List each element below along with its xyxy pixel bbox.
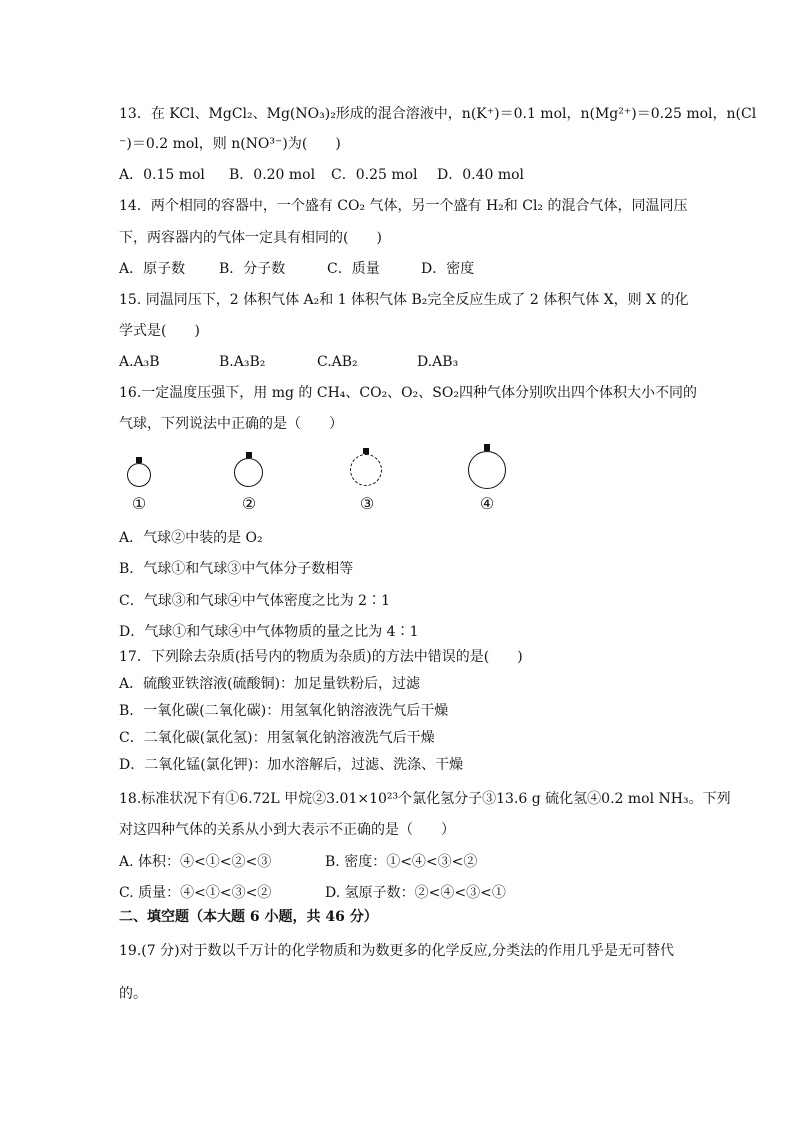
- q13-option-b: B．0.20 mol: [229, 167, 316, 183]
- q14-option-a: A．原子数: [119, 261, 186, 277]
- q13-options: [119, 165, 524, 185]
- q14-options: [119, 259, 474, 279]
- q15-option-b: B.A₃B₂: [219, 354, 266, 370]
- q14-option-c: C．质量: [327, 261, 380, 277]
- q18-option-c: C. 质量：④<①<③<②: [119, 885, 272, 901]
- balloon-3-label: ③: [359, 494, 375, 513]
- q13-option-d: D．0.40 mol: [437, 167, 525, 183]
- q13-option-a: A．0.15 mol: [119, 167, 205, 183]
- q14-option-d: D．密度: [421, 261, 475, 277]
- q19-line1: 19.(7 分)对于数以千万计的化学物质和为数更多的化学反应,分类法的作用几乎是无可替代: [119, 943, 674, 959]
- q19-line2: 的。: [119, 986, 147, 1002]
- q15-option-a: A.A₃B: [119, 354, 160, 370]
- q13-option-c: C．0.25 mol: [331, 167, 418, 183]
- q17-option-c: C．二氧化碳(氯化氢)：用氢氧化钠溶液洗气后干燥: [119, 730, 435, 746]
- q18-option-d: D. 氢原子数：②<④<③<①: [325, 885, 506, 901]
- q16-option-a: A．气球②中装的是 O₂: [119, 530, 263, 546]
- q13-line2: ⁻)＝0.2 mol，则 n(NO³⁻)为( ): [119, 136, 341, 152]
- q18-option-a: A. 体积：④<①<②<③: [119, 854, 272, 870]
- q14-line1: 14．两个相同的容器中，一个盛有 CO₂ 气体，另一个盛有 H₂和 Cl₂ 的混合气体，同温同压: [119, 198, 688, 214]
- q16-option-c: C．气球③和气球④中气体密度之比为 2∶1: [119, 593, 390, 609]
- q14-option-b: B．分子数: [219, 261, 286, 277]
- q18-line2: 对这四种气体的关系从小到大表示不正确的是（ ）: [119, 822, 455, 838]
- q18-option-b: B. 密度：①<④<③<②: [325, 854, 478, 870]
- section-2-title: 二、填空题（本大题 6 小题，共 46 分）: [119, 909, 378, 925]
- balloon-4-label: ④: [479, 494, 495, 513]
- balloon-1-label: ①: [131, 494, 147, 513]
- q18-options-row1: [119, 852, 477, 872]
- q17-option-d: D．二氧化锰(氯化钾)：加水溶解后，过滤、洗涤、干燥: [119, 757, 464, 773]
- q15-option-c: C.AB₂: [317, 354, 358, 370]
- q17-option-b: B．一氧化碳(二氧化碳)：用氢氧化钠溶液洗气后干燥: [119, 703, 449, 719]
- q17-option-a: A．硫酸亚铁溶液(硫酸铜)：加足量铁粉后，过滤: [119, 676, 421, 692]
- q14-line2: 下，两容器内的气体一定具有相同的( ): [119, 230, 382, 246]
- q16-line2: 气球，下列说法中正确的是（ ）: [119, 416, 343, 432]
- q15-line1: 15. 同温同压下，2 体积气体 A₂和 1 体积气体 B₂完全反应生成了 2 体积气体 X，则 X 的化: [119, 292, 689, 308]
- q18-options-row2: [119, 883, 506, 903]
- q16-option-d: D．气球①和气球④中气体物质的量之比为 4∶1: [119, 624, 419, 640]
- q16-option-b: B．气球①和气球③中气体分子数相等: [119, 561, 354, 577]
- balloon-2-label: ②: [241, 494, 257, 513]
- q15-options: [119, 352, 458, 372]
- q15-line2: 学式是( ): [119, 323, 200, 339]
- q18-line1: 18.标准状况下有①6.72L 甲烷②3.01×10²³个氯化氢分子③13.6 g 硫化氢④0.2 mol NH₃。下列: [119, 791, 731, 807]
- q16-line1: 16.一定温度压强下，用 mg 的 CH₄、CO₂、O₂、SO₂四种气体分别吹出四个体积大小不同的: [119, 385, 697, 401]
- q13-line1: 13．在 KCl、MgCl₂、Mg(NO₃)₂形成的混合溶液中，n(K⁺)＝0.1 mol，n(Mg²⁺)＝0.25 mol，n(Cl: [119, 106, 757, 122]
- q15-option-d: D.AB₃: [417, 354, 459, 370]
- q17-line1: 17．下列除去杂质(括号内的物质为杂质)的方法中错误的是( ): [119, 649, 523, 665]
